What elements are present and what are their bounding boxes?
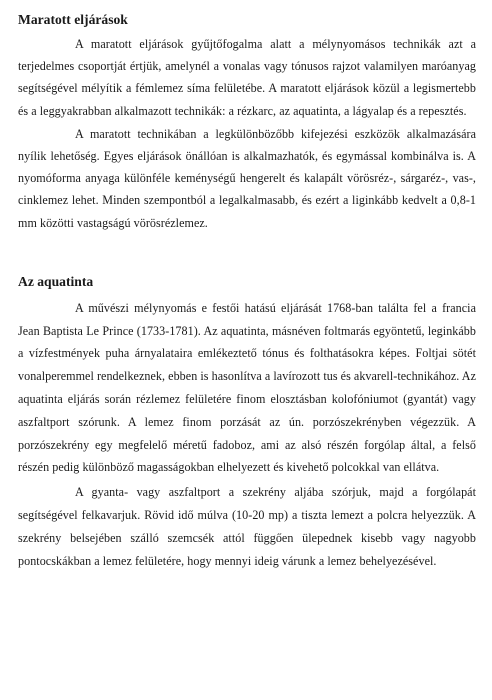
paragraph: A maratott eljárások gyűjtőfogalma alatt a mélynyomásos technikák azt a terjedelmes csoportját értjük, amelynél a vonalas vagy tónusos rajzot valamilyen maróanyag segítségével mélyítik a fémlemez síma felületébe. A maratott eljárások közül a legismertebb és a leggyakrabban alkalmazott technikák: a rézkarc, az aquatinta, a lágyalap és a repesztés. <box>18 37 476 118</box>
section-heading: Maratott eljárások <box>18 12 128 27</box>
section-heading: Az aquatinta <box>18 273 94 289</box>
section-aquatinta <box>18 272 476 573</box>
paragraph: A gyanta- vagy aszfaltport a szekrény aljába szórjuk, majd a forgólapát segítségével felkavarjuk. Rövid idő múlva (10-20 mp) a tiszta lemezt a polcra helyezzük. A szekrény belsejében szálló szemcsék attól függően ülepednek kisebb vagy nagyobb pontocskákban a lemez felületére, hogy mennyi ideig várunk a lemez behelyezésével. <box>18 485 476 568</box>
paragraph: A maratott technikában a legkülönbözőbb kifejezési eszközök alkalmazására nyílik lehetőség. Egyes eljárások önállóan is alkalmazhatók, és egymással kombinálva is. A nyomóforma anyaga különféle keménységű hengerelt és kalapált vörösréz-, sárgaréz-, vas-, cinklemez lehet. Minden szempontból a legalkalmasabb, és ezért a liginkább kedvelt a 0,8-1 mm közötti vastagságú vörösrézlemez. <box>18 126 476 230</box>
section-maratott-eljarasok <box>18 10 476 234</box>
paragraph: A művészi mélynyomás e festői hatású eljárását 1768-ban találta fel a francia Jean Baptista Le Prince (1733-1781). Az aquatinta, másnéven foltmarás egyöntetű, leginkább a vízfestmények puha árnyalataira emlékeztető tónus és folthatásokra képes. Foltjai sötét vonalperemmel rendelkeznek, ebben is hasonlítva a lavírozott tus és akvarell-technikához. Az aquatinta eljárás során rézlemez felületére finom elosztásban kolofóniumot (gyantát) vagy aszfaltport szórunk. A lemez finom porzását az ún. porzószekrényben végezzük. A porzószekrény egy megfelelő méretű fadoboz, ami az alsó részén forgólap által, a felső részén pedig különböző magasságokban elhelyezett és kivehető polcokkal van ellátva. <box>18 300 476 475</box>
document-page <box>18 8 476 572</box>
